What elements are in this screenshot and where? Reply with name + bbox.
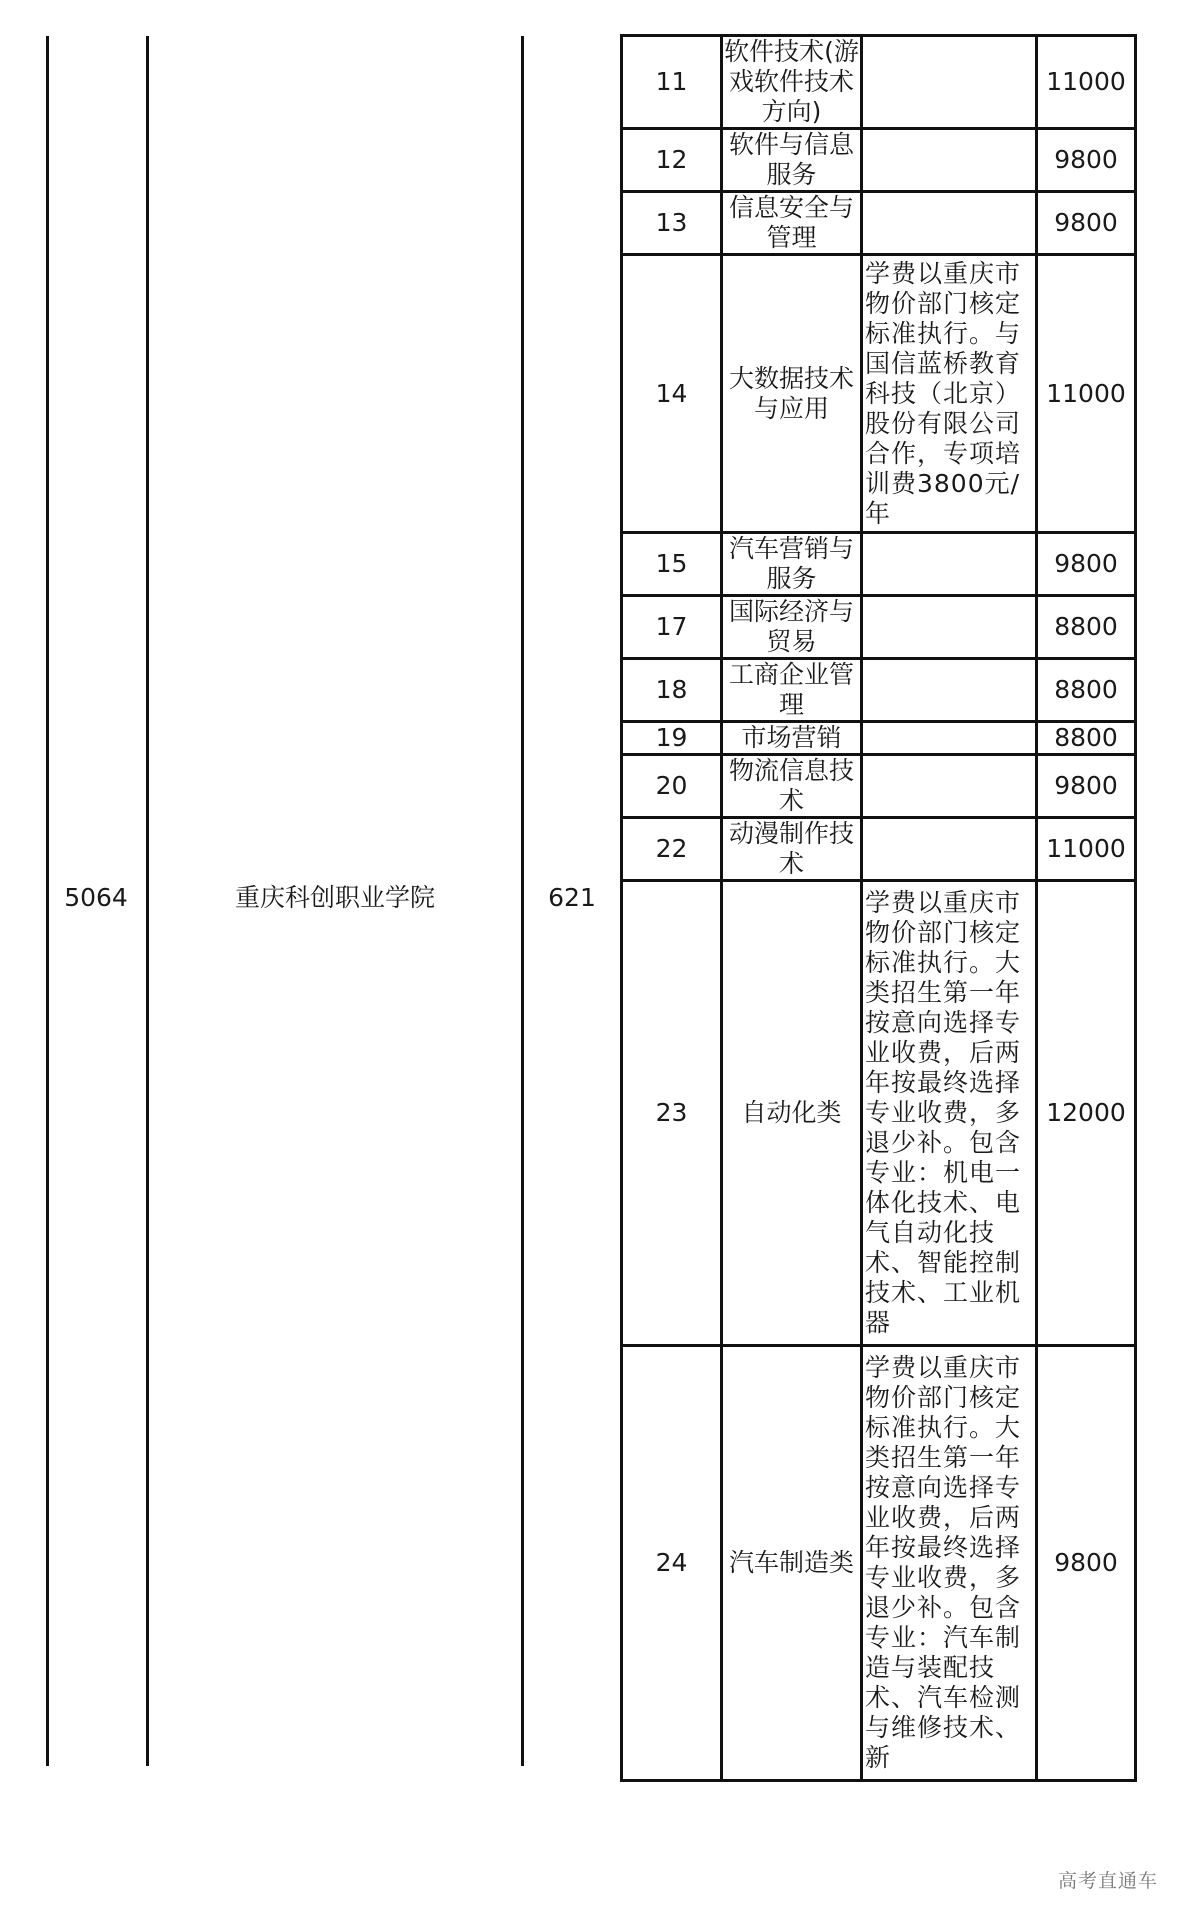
major-name: 动漫制作技术 [722,818,862,881]
table-row [622,1346,1136,1781]
remark [862,596,1037,659]
remark [862,129,1037,192]
table-row [622,36,1136,129]
major-name: 工商企业管理 [722,659,862,722]
remark [862,818,1037,881]
row-number: 12 [622,129,722,192]
row-number: 20 [622,755,722,818]
row-number: 13 [622,192,722,255]
major-name: 软件与信息服务 [722,129,862,192]
remark [862,36,1037,129]
table-row [622,129,1136,192]
table-row [622,596,1136,659]
school-name: 重庆科创职业学院 [234,883,435,912]
tuition-fee: 9800 [1037,129,1136,192]
major-name: 大数据技术与应用 [722,255,862,533]
tuition-fee: 12000 [1037,881,1136,1346]
remark [862,659,1037,722]
school-code: 5064 [64,883,128,912]
major-name: 信息安全与管理 [722,192,862,255]
major-name: 国际经济与贸易 [722,596,862,659]
remark: 学费以重庆市物价部门核定标准执行。与国信蓝桥教育科技（北京）股份有限公司合作，专项培训费3800元/年 [862,255,1037,533]
row-number: 23 [622,881,722,1346]
tuition-fee: 11000 [1037,818,1136,881]
tuition-fee: 9800 [1037,533,1136,596]
remark [862,722,1037,755]
major-name: 汽车营销与服务 [722,533,862,596]
row-number: 11 [622,36,722,129]
table-row [622,192,1136,255]
remark: 学费以重庆市物价部门核定标准执行。大类招生第一年按意向选择专业收费，后两年按最终选择专业收费，多退少补。包含专业：机电一体化技术、电气自动化技术、智能控制技术、工业机器 [862,881,1037,1346]
major-name: 市场营销 [722,722,862,755]
row-number: 14 [622,255,722,533]
tuition-fee: 9800 [1037,1346,1136,1781]
remark [862,755,1037,818]
row-number: 22 [622,818,722,881]
row-number: 19 [622,722,722,755]
tuition-fee: 9800 [1037,192,1136,255]
group-code: 621 [548,883,596,912]
tuition-fee: 11000 [1037,36,1136,129]
tuition-fee: 8800 [1037,659,1136,722]
row-number: 17 [622,596,722,659]
table-row [622,533,1136,596]
table-row [622,755,1136,818]
tuition-fee: 9800 [1037,755,1136,818]
tuition-fee: 8800 [1037,596,1136,659]
remark [862,192,1037,255]
row-number: 15 [622,533,722,596]
tuition-fee: 8800 [1037,722,1136,755]
major-name: 物流信息技术 [722,755,862,818]
row-number: 18 [622,659,722,722]
tuition-fee: 11000 [1037,255,1136,533]
major-fee-table [620,34,1137,1782]
remark [862,533,1037,596]
table-row [622,818,1136,881]
remark: 学费以重庆市物价部门核定标准执行。大类招生第一年按意向选择专业收费，后两年按最终选择专业收费，多退少补。包含专业：汽车制造与装配技术、汽车检测与维修技术、新 [862,1346,1037,1781]
major-name: 汽车制造类 [722,1346,862,1781]
major-name: 软件技术(游戏软件技术方向) [722,36,862,129]
watermark-text: 高考直通车 [1057,1870,1158,1892]
table-row [622,881,1136,1346]
row-number: 24 [622,1346,722,1781]
table-row [622,722,1136,755]
table-row [622,255,1136,533]
table-row [622,659,1136,722]
major-name: 自动化类 [722,881,862,1346]
